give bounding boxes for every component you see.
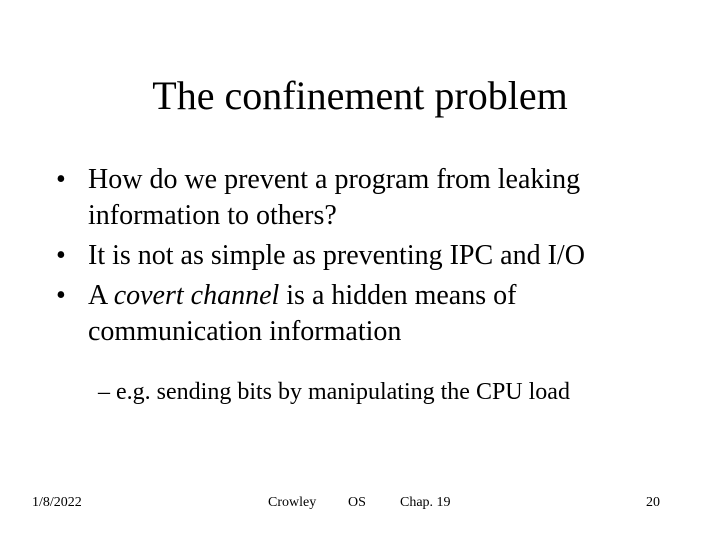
bullet-text: It is not as simple as preventing IPC and I/O bbox=[88, 240, 585, 271]
bullet-item bbox=[56, 162, 696, 234]
bullet-marker: • bbox=[56, 164, 66, 195]
footer-course: OS bbox=[348, 495, 366, 510]
bullet-text-before: A bbox=[88, 280, 114, 311]
footer-date: 1/8/2022 bbox=[32, 495, 82, 510]
bullet-item bbox=[56, 238, 696, 274]
sub-bullet bbox=[98, 376, 698, 408]
footer-page-number: 20 bbox=[646, 495, 660, 510]
bullet-text-after: is a hidden means of communication information bbox=[88, 280, 517, 347]
sub-bullet-marker: – bbox=[98, 379, 110, 405]
bullet-marker: • bbox=[56, 280, 66, 311]
sub-bullet-text: e.g. sending bits by manipulating the CPU load bbox=[116, 379, 570, 405]
bullet-text: How do we prevent a program from leaking information to others? bbox=[88, 164, 581, 231]
bullet-marker: • bbox=[56, 240, 66, 271]
footer-chapter: Chap. 19 bbox=[400, 495, 451, 510]
footer-author: Crowley bbox=[268, 495, 317, 510]
slide-title: The confinement problem bbox=[152, 73, 568, 118]
bullet-list bbox=[56, 162, 696, 354]
bullet-emphasis: covert channel bbox=[113, 280, 280, 311]
bullet-item bbox=[56, 278, 696, 350]
